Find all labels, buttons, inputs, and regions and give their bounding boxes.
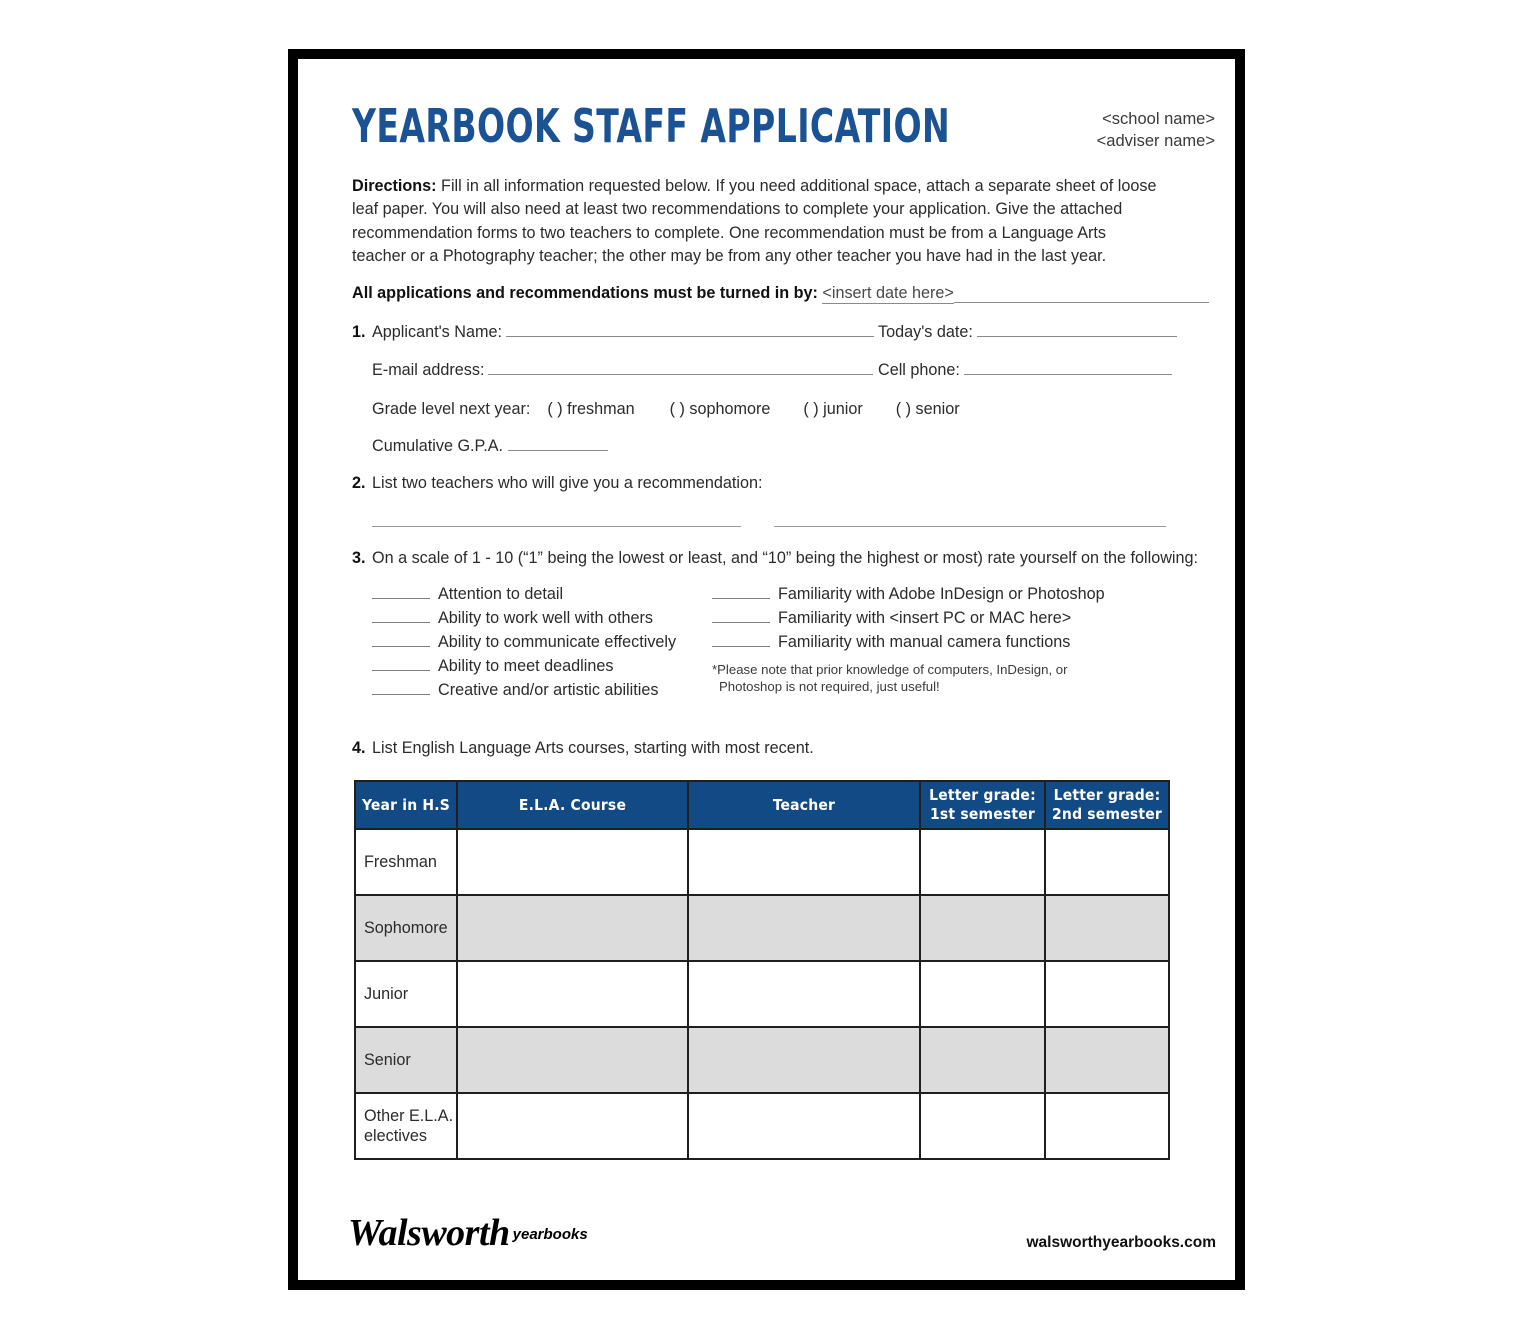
row-label-line1: Junior bbox=[364, 984, 409, 1003]
row-label-freshman bbox=[355, 829, 457, 895]
ela-courses-table bbox=[354, 780, 1170, 1160]
table-row bbox=[355, 1027, 1169, 1093]
rating-item-work-well-with-others bbox=[372, 609, 653, 628]
question-2-text: List two teachers who will give you a recommendation: bbox=[372, 474, 763, 492]
cell-phone-label: Cell phone: bbox=[878, 361, 960, 379]
cell-course[interactable] bbox=[457, 1027, 688, 1093]
column-header-grade-2nd bbox=[1045, 781, 1169, 829]
applicant-name-row bbox=[372, 323, 874, 342]
rating-item-attention-to-detail bbox=[372, 585, 563, 604]
email-label: E-mail address: bbox=[372, 361, 485, 379]
rating-input[interactable] bbox=[372, 634, 430, 647]
table-header-row bbox=[355, 781, 1169, 829]
grade-level-label: Grade level next year: bbox=[372, 400, 531, 418]
cell-grade-2nd[interactable] bbox=[1045, 1093, 1169, 1159]
due-date-rule[interactable] bbox=[954, 289, 1209, 303]
rating-label: Familiarity with <insert PC or MAC here> bbox=[778, 609, 1072, 627]
cell-course[interactable] bbox=[457, 829, 688, 895]
column-header-line1: Letter grade: bbox=[929, 786, 1036, 805]
rating-item-manual-camera bbox=[712, 633, 1070, 652]
cell-teacher[interactable] bbox=[688, 895, 920, 961]
rating-input[interactable] bbox=[372, 658, 430, 671]
cell-grade-1st[interactable] bbox=[920, 1093, 1045, 1159]
todays-date-label: Today's date: bbox=[878, 323, 973, 341]
column-header-line2: 1st semester bbox=[930, 805, 1035, 823]
grade-option-freshman[interactable]: ( ) freshman bbox=[547, 400, 635, 418]
column-header-line1: Year in H.S bbox=[361, 795, 451, 814]
due-date-row bbox=[352, 284, 1172, 303]
column-header-course bbox=[457, 781, 688, 829]
column-header-teacher bbox=[688, 781, 920, 829]
rating-item-communicate-effectively bbox=[372, 633, 676, 652]
rating-input[interactable] bbox=[372, 610, 430, 623]
footnote-line-1: *Please note that prior knowledge of computers, InDesign, or bbox=[712, 662, 1068, 677]
school-name-placeholder: <school name> bbox=[1102, 110, 1215, 128]
directions-label: Directions: bbox=[352, 177, 437, 195]
row-label-senior bbox=[355, 1027, 457, 1093]
grade-option-senior[interactable]: ( ) senior bbox=[895, 400, 960, 418]
cell-grade-1st[interactable] bbox=[920, 961, 1045, 1027]
adviser-name-placeholder: <adviser name> bbox=[1096, 132, 1215, 150]
walsworth-logo bbox=[348, 1211, 588, 1255]
rating-input[interactable] bbox=[712, 610, 770, 623]
gpa-row bbox=[372, 437, 608, 456]
rating-item-meet-deadlines bbox=[372, 657, 613, 676]
footer-url[interactable]: walsworthyearbooks.com bbox=[1026, 1234, 1216, 1251]
row-label-line1: Senior bbox=[364, 1050, 411, 1069]
document-page-frame bbox=[288, 49, 1245, 1290]
table-row bbox=[355, 961, 1169, 1027]
rating-label: Familiarity with Adobe InDesign or Photoshop bbox=[778, 585, 1105, 603]
email-row bbox=[372, 361, 873, 380]
column-header-line1: Letter grade: bbox=[1053, 786, 1161, 805]
cell-grade-2nd[interactable] bbox=[1045, 829, 1169, 895]
teacher-1-input[interactable] bbox=[372, 526, 741, 527]
cell-grade-2nd[interactable] bbox=[1045, 895, 1169, 961]
row-label-line1: Other E.L.A. bbox=[364, 1106, 454, 1125]
applicant-name-label: Applicant's Name: bbox=[372, 323, 502, 341]
cell-course[interactable] bbox=[457, 1093, 688, 1159]
question-3-number: 3. bbox=[352, 549, 366, 567]
document-page bbox=[298, 59, 1235, 1280]
cell-grade-2nd[interactable] bbox=[1045, 1027, 1169, 1093]
rating-input[interactable] bbox=[372, 682, 430, 695]
due-date-label: All applications and recommendations must be turned in by: bbox=[352, 284, 818, 302]
cell-teacher[interactable] bbox=[688, 961, 920, 1027]
rating-item-creative-artistic bbox=[372, 681, 658, 700]
rating-footnote bbox=[712, 661, 1072, 696]
table-row bbox=[355, 895, 1169, 961]
table-row bbox=[355, 829, 1169, 895]
rating-label: Familiarity with manual camera functions bbox=[778, 633, 1071, 651]
column-header-grade-1st bbox=[920, 781, 1045, 829]
grade-level-row bbox=[372, 400, 960, 419]
row-label-other-electives bbox=[355, 1093, 457, 1159]
footnote-line-2: Photoshop is not required, just useful! bbox=[719, 679, 940, 695]
rating-input[interactable] bbox=[712, 586, 770, 599]
cell-course[interactable] bbox=[457, 895, 688, 961]
question-4-number: 4. bbox=[352, 739, 366, 757]
teacher-2-input[interactable] bbox=[774, 526, 1166, 527]
question-4-text: List English Language Arts courses, starting with most recent. bbox=[372, 739, 814, 757]
due-date-placeholder[interactable]: <insert date here> bbox=[822, 284, 954, 302]
cell-course[interactable] bbox=[457, 961, 688, 1027]
cell-teacher[interactable] bbox=[688, 829, 920, 895]
cell-teacher[interactable] bbox=[688, 1093, 920, 1159]
rating-input[interactable] bbox=[372, 586, 430, 599]
cell-grade-1st[interactable] bbox=[920, 1027, 1045, 1093]
row-label-line1: Freshman bbox=[364, 852, 437, 871]
table-row bbox=[355, 1093, 1169, 1159]
cell-teacher[interactable] bbox=[688, 1027, 920, 1093]
column-header-year bbox=[355, 781, 457, 829]
gpa-input[interactable] bbox=[508, 438, 608, 451]
rating-label: Ability to communicate effectively bbox=[438, 633, 677, 651]
cell-grade-1st[interactable] bbox=[920, 829, 1045, 895]
row-label-junior bbox=[355, 961, 457, 1027]
column-header-line1: E.L.A. Course bbox=[518, 795, 627, 814]
page-title: YEARBOOK STAFF APPLICATION bbox=[352, 99, 951, 153]
cell-phone-input[interactable] bbox=[964, 362, 1172, 375]
table-header bbox=[355, 781, 1169, 829]
email-input[interactable] bbox=[488, 362, 873, 375]
logo-subtext: yearbooks bbox=[512, 1225, 588, 1243]
todays-date-input[interactable] bbox=[977, 324, 1177, 337]
grade-option-junior[interactable]: ( ) junior bbox=[803, 400, 863, 418]
table-body bbox=[355, 829, 1169, 1159]
directions-body: Fill in all information requested below. If you need additional space, attach a separate sheet of loose leaf paper. You will also need at least two recommendations to complete your application. Give the attached recommendation forms to two teachers to complete. One recommendation must be from a Language Arts teacher or a Photography teacher; the other may be from any other teacher you have had in the last year. bbox=[352, 177, 1157, 265]
cell-grade-2nd[interactable] bbox=[1045, 961, 1169, 1027]
gpa-label: Cumulative G.P.A. bbox=[372, 437, 504, 455]
grade-option-sophomore[interactable]: ( ) sophomore bbox=[669, 400, 771, 418]
column-header-line2: 2nd semester bbox=[1052, 805, 1162, 823]
question-3-text: On a scale of 1 - 10 (“1” being the lowest or least, and “10” being the highest or most) rate yourself on the following: bbox=[372, 549, 1199, 567]
row-label-line2: electives bbox=[364, 1127, 427, 1145]
rating-label: Ability to meet deadlines bbox=[438, 657, 614, 675]
question-1-number: 1. bbox=[352, 323, 366, 341]
rating-item-indesign-photoshop bbox=[712, 585, 1105, 604]
applicant-name-input[interactable] bbox=[506, 324, 874, 337]
row-label-line1: Sophomore bbox=[364, 918, 448, 937]
column-header-line1: Teacher bbox=[772, 795, 836, 814]
rating-label: Creative and/or artistic abilities bbox=[438, 681, 659, 699]
row-label-sophomore bbox=[355, 895, 457, 961]
rating-input[interactable] bbox=[712, 634, 770, 647]
question-2-number: 2. bbox=[352, 474, 366, 492]
cell-phone-row bbox=[878, 361, 1172, 380]
rating-label: Ability to work well with others bbox=[438, 609, 654, 627]
logo-wordmark: Walsworth bbox=[348, 1212, 510, 1254]
rating-label: Attention to detail bbox=[438, 585, 564, 603]
directions-paragraph bbox=[352, 175, 1164, 268]
cell-grade-1st[interactable] bbox=[920, 895, 1045, 961]
rating-item-pc-or-mac bbox=[712, 609, 1071, 628]
todays-date-row bbox=[878, 323, 1177, 342]
